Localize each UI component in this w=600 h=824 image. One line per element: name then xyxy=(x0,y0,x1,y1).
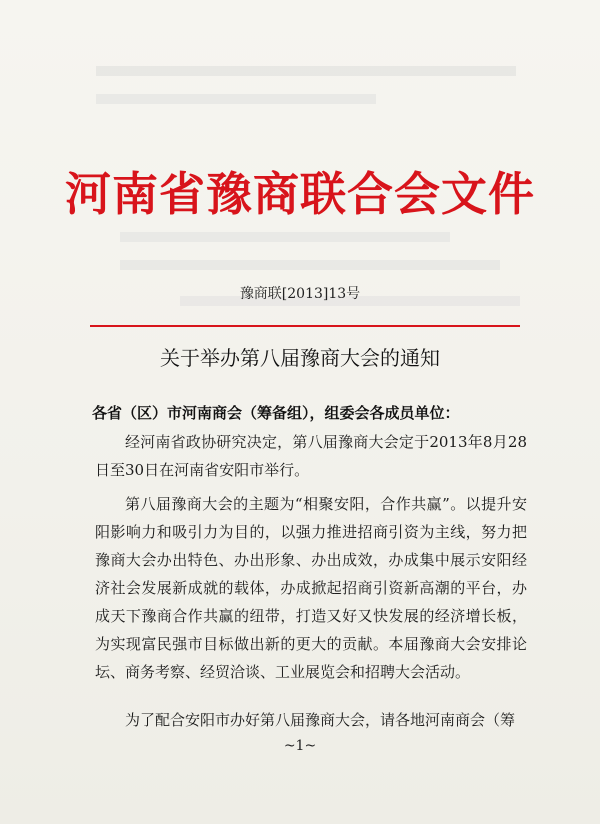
document-number: 豫商联[2013]13号 xyxy=(239,286,361,302)
addressee-line: 各省（区）市河南商会（筹备组），组委会各成员单位： xyxy=(92,404,460,422)
bleed-through-line xyxy=(120,260,500,270)
paragraph-1: 经河南省政协研究决定，第八届豫商大会定于2013年8月28日至30日在河南省安阳市举行。 xyxy=(95,433,527,479)
notice-title: 关于举办第八届豫商大会的通知 xyxy=(160,346,440,370)
document-header-title: 河南省豫商联合会文件 xyxy=(65,167,535,221)
paragraph-3: 为了配合安阳市办好第八届豫商大会，请各地河南商会（筹 xyxy=(125,711,516,729)
paragraph-2: 第八届豫商大会的主题为“相聚安阳，合作共赢”。以提升安阳影响力和吸引力为目的，以强力推进招商引资为主线，努力把豫商大会办出特色、办出形象、办出成效，办成集中展示安阳经济社会发展新成就的载体，办成掀起招商引资新高潮的平台，办成天下豫商合作共赢的纽带，打造又好又快发展的经济增长板，为实现富民强市目标做出新的更大的贡献。本届豫商大会安排论坛、商务考察、经贸洽谈、工业展览会和招聘大会活动。 xyxy=(95,495,527,681)
bleed-through-line xyxy=(96,66,516,76)
red-divider-line xyxy=(90,325,520,327)
page-number: ~1~ xyxy=(283,738,317,754)
bleed-through-line xyxy=(96,94,376,104)
bleed-through-line xyxy=(120,232,450,242)
